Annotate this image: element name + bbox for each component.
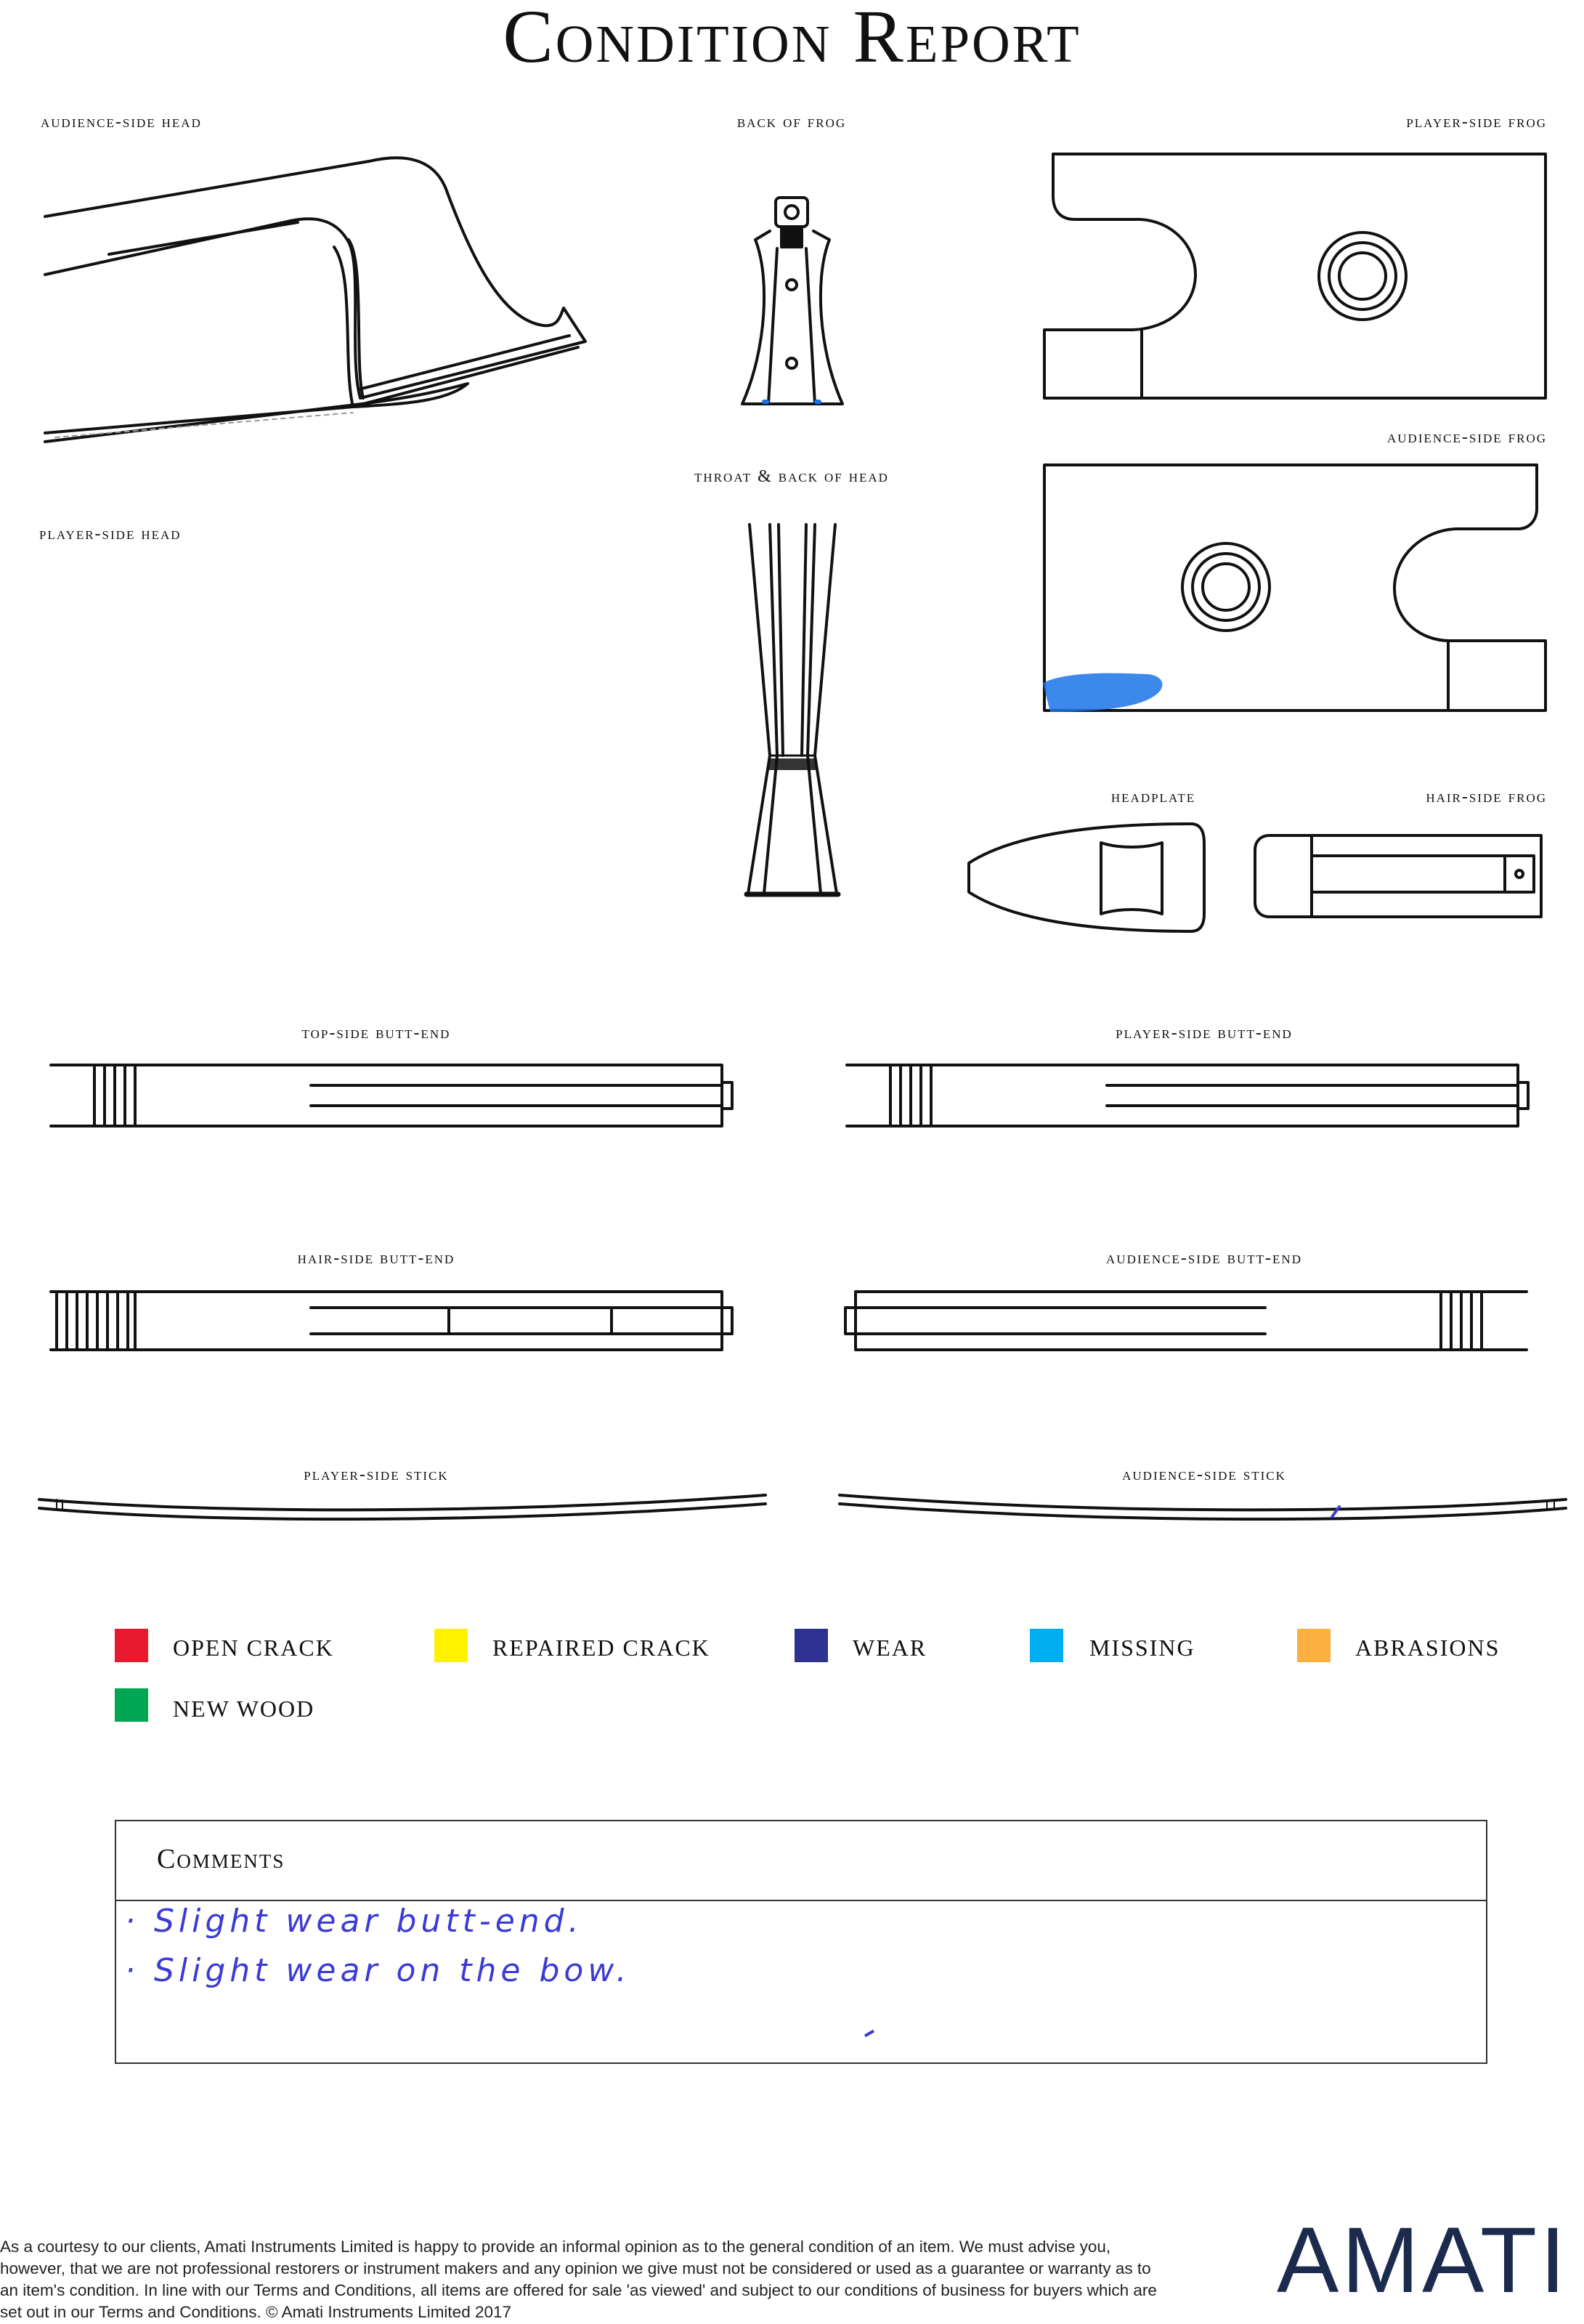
comments-box[interactable] bbox=[115, 1820, 1487, 2064]
label-audience-side-frog: audience-side frog bbox=[1387, 428, 1547, 447]
legend-swatch-wear bbox=[795, 1629, 828, 1662]
label-audience-side-stick: audience-side stick bbox=[1122, 1465, 1286, 1484]
legend-label-new-wood: NEW WOOD bbox=[173, 1696, 315, 1722]
comments-title: Comments bbox=[157, 1844, 285, 1874]
legend-label-wear: WEAR bbox=[853, 1635, 927, 1661]
audience-side-stick-drawing bbox=[840, 1495, 1566, 1519]
player-side-butt-end-drawing bbox=[847, 1065, 1528, 1126]
legend-label-missing: MISSING bbox=[1089, 1635, 1195, 1661]
label-top-side-butt-end: top-side butt-end bbox=[301, 1024, 451, 1042]
audience-side-head-drawing bbox=[45, 158, 585, 442]
label-player-side-stick: player-side stick bbox=[304, 1465, 449, 1484]
comment-line: · Slight wear butt-end. bbox=[125, 1903, 583, 1940]
hair-side-frog-drawing bbox=[1255, 835, 1541, 917]
label-hair-side-frog: hair-side frog bbox=[1426, 788, 1547, 806]
hair-side-butt-end-drawing bbox=[51, 1292, 732, 1350]
comments-header bbox=[116, 1821, 1486, 1901]
audience-side-butt-end-drawing bbox=[845, 1292, 1527, 1350]
player-side-stick-drawing bbox=[39, 1495, 765, 1519]
label-player-side-frog: player-side frog bbox=[1406, 113, 1547, 131]
label-hair-side-butt-end: hair-side butt-end bbox=[297, 1249, 455, 1268]
label-headplate: headplate bbox=[1110, 788, 1196, 806]
throat-back-of-head-drawing bbox=[747, 525, 838, 894]
player-side-frog-drawing bbox=[1044, 154, 1546, 398]
label-player-side-butt-end: player-side butt-end bbox=[1116, 1024, 1293, 1042]
label-audience-side-head: audience-side head bbox=[41, 113, 202, 131]
audience-side-frog-drawing bbox=[1043, 465, 1546, 712]
legend-swatch-open-crack bbox=[115, 1629, 148, 1662]
legend-label-open-crack: OPEN CRACK bbox=[173, 1635, 334, 1661]
page-title: Condition Report bbox=[503, 0, 1081, 78]
legend-swatch-new-wood bbox=[115, 1688, 148, 1722]
comment-line: · Slight wear on the bow. bbox=[125, 1952, 631, 1989]
label-throat-back-of-head: throat & back of head bbox=[694, 467, 889, 486]
legend-swatch-repaired-crack bbox=[434, 1629, 468, 1662]
legend-label-repaired-crack: REPAIRED CRACK bbox=[492, 1635, 710, 1661]
label-back-of-frog: back of frog bbox=[736, 113, 847, 131]
legend-swatch-missing bbox=[1030, 1629, 1063, 1662]
legend-swatch-abrasions bbox=[1297, 1629, 1331, 1662]
label-audience-side-butt-end: audience-side butt-end bbox=[1106, 1249, 1302, 1268]
label-player-side-head: player-side head bbox=[39, 525, 182, 543]
ink-mark bbox=[864, 2030, 874, 2037]
legend-label-abrasions: ABRASIONS bbox=[1355, 1635, 1500, 1661]
amati-logo: AMATI bbox=[1277, 2208, 1569, 2312]
headplate-drawing bbox=[969, 824, 1204, 931]
top-side-butt-end-drawing bbox=[51, 1065, 732, 1126]
disclaimer-text: As a courtesy to our clients, Amati Instruments Limited is happy to provide an informal opinion as to the general condition of an item. We must advise you, however, that we are not professional restorers or instrument makers and any opinion we give must not be considered or used as a guarantee or warranty as to an item's condition. In line with our Terms and Conditions, all items are offered for sale 'as viewed' and subject to our conditions of business for buyers which are set out in our Terms and Conditions. © Amati Instruments Limited 2017 bbox=[0, 2238, 1157, 2321]
back-of-frog-drawing bbox=[742, 198, 842, 404]
